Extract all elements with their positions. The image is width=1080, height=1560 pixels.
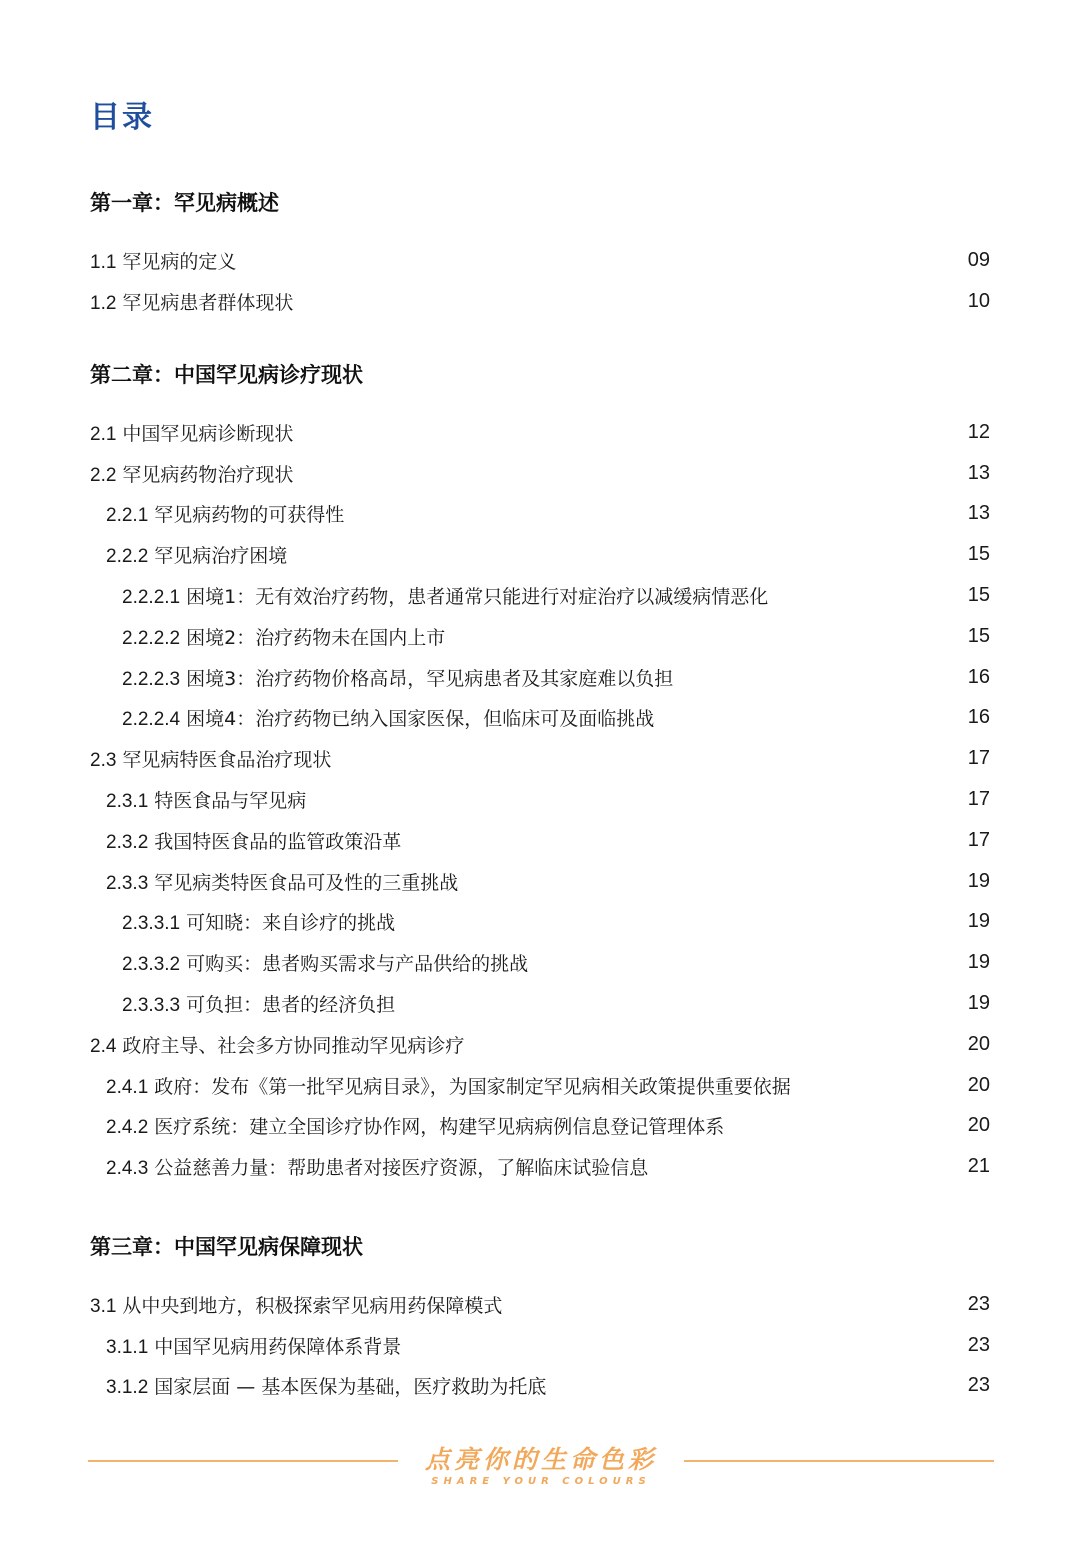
- toc-entry[interactable]: [90, 1146, 990, 1187]
- toc-entry-page: 19: [967, 869, 990, 892]
- toc-entry-page: 19: [967, 951, 990, 974]
- toc-entry[interactable]: [90, 698, 990, 739]
- toc-entry-number: 3.1.1: [106, 1336, 149, 1358]
- toc-entry-page: 19: [967, 910, 990, 933]
- toc-entry[interactable]: [90, 738, 990, 779]
- toc-entry-label: [90, 419, 293, 446]
- chapter-2: [90, 360, 990, 1187]
- toc-entry-text: 罕见病药物治疗现状: [122, 463, 294, 486]
- toc-list: [90, 240, 990, 322]
- toc-entry-number: 2.3.3: [106, 872, 149, 894]
- toc-entry-label: [122, 704, 654, 731]
- toc-entry[interactable]: [90, 1366, 990, 1407]
- toc-entry[interactable]: [90, 453, 990, 494]
- toc-entry-text: 中国罕见病诊断现状: [122, 422, 294, 445]
- chapter-title: 第二章：中国罕见病诊疗现状: [90, 363, 363, 387]
- toc-entry-text: 国家层面 — 基本医保为基础，医疗救助为托底: [154, 1376, 547, 1399]
- chapter-title: 第一章：罕见病概述: [90, 191, 279, 215]
- toc-entry-number: 2.4.1: [106, 1076, 149, 1098]
- toc-list: [90, 412, 990, 1187]
- toc-entry-label: [106, 1332, 401, 1359]
- toc-entry-number: 1.2: [90, 292, 117, 314]
- toc-entry-label: [90, 745, 331, 772]
- toc-entry-number: 2.2.2: [106, 546, 149, 568]
- toc-entry[interactable]: [90, 616, 990, 657]
- toc-entry-text: 困境4：治疗药物已纳入国家医保，但临床可及面临挑战: [186, 708, 655, 731]
- toc-entry-text: 罕见病患者群体现状: [122, 291, 294, 314]
- toc-entry[interactable]: [90, 657, 990, 698]
- toc-entry-number: 2.2.1: [106, 505, 149, 527]
- toc-entry-number: 2.3: [90, 750, 117, 772]
- toc-entry-page: 13: [967, 461, 990, 484]
- footer: [88, 1443, 994, 1493]
- toc-entry-label: [122, 990, 395, 1017]
- toc-entry[interactable]: [90, 779, 990, 820]
- toc-entry-number: 2.3.2: [106, 831, 149, 853]
- toc-entry-label: [90, 288, 293, 315]
- toc-entry[interactable]: [90, 575, 990, 616]
- page-title: 目录: [90, 100, 154, 135]
- toc-entry-text: 困境3：治疗药物价格高昂，罕见病患者及其家庭难以负担: [186, 667, 674, 690]
- toc-entry[interactable]: [90, 1325, 990, 1366]
- toc-entry-page: 15: [967, 543, 990, 566]
- toc-entry-text: 困境1：无有效治疗药物，患者通常只能进行对症治疗以减缓病情恶化: [186, 586, 769, 609]
- toc-entry-text: 公益慈善力量：帮助患者对接医疗资源，了解临床试验信息: [154, 1157, 649, 1180]
- toc-entry-page: 23: [967, 1374, 990, 1397]
- toc-entry-label: [106, 1072, 791, 1099]
- toc-entry-label: [122, 908, 395, 935]
- toc-entry-text: 政府主导、社会多方协同推动罕见病诊疗: [122, 1034, 465, 1057]
- toc-entry[interactable]: [90, 240, 990, 281]
- toc-entry-text: 可知晓：来自诊疗的挑战: [186, 912, 396, 935]
- toc-entry-number: 3.1: [90, 1295, 117, 1317]
- toc-entry[interactable]: [90, 412, 990, 453]
- toc-entry-page: 20: [967, 1114, 990, 1137]
- toc-entry[interactable]: [90, 820, 990, 861]
- toc-entry-page: 17: [967, 828, 990, 851]
- toc-entry-number: 2.3.3.2: [122, 954, 181, 976]
- toc-entry-page: 12: [967, 420, 990, 443]
- toc-entry-label: [106, 500, 344, 527]
- toc-entry-number: 2.3.1: [106, 791, 149, 813]
- toc-entry-text: 罕见病特医食品治疗现状: [122, 749, 332, 772]
- toc-entry-text: 政府：发布《第一批罕见病目录》，为国家制定罕见病相关政策提供重要依据: [154, 1075, 791, 1098]
- toc-entry-label: [122, 623, 445, 650]
- toc-entry-page: 16: [967, 706, 990, 729]
- toc-entry-number: 2.4: [90, 1035, 117, 1057]
- toc-entry-page: 16: [967, 665, 990, 688]
- toc-entry-text: 罕见病药物的可获得性: [154, 504, 345, 527]
- toc-entry-text: 特医食品与罕见病: [154, 790, 307, 813]
- toc-entry-label: [106, 827, 401, 854]
- toc-entry-number: 1.1: [90, 251, 117, 273]
- toc-entry-page: 23: [967, 1333, 990, 1356]
- chapter-1: [90, 188, 990, 322]
- toc-entry-page: 21: [967, 1155, 990, 1178]
- toc-entry-number: 2.2.2.1: [122, 587, 181, 609]
- toc-entry-number: 2.3.3.3: [122, 995, 181, 1017]
- toc-entry-label: [90, 247, 236, 274]
- toc-entry[interactable]: [90, 942, 990, 983]
- toc-entry[interactable]: [90, 534, 990, 575]
- toc-entry-label: [122, 949, 528, 976]
- toc-entry-page: 20: [967, 1032, 990, 1055]
- toc-entry-text: 困境2：治疗药物未在国内上市: [186, 626, 446, 649]
- footer-slogan-en: SHARE YOUR COLOURS: [431, 1476, 651, 1487]
- toc-entry-text: 罕见病治疗困境: [154, 545, 288, 568]
- toc-entry-number: 2.3.3.1: [122, 913, 181, 935]
- toc-entry-label: [90, 1291, 502, 1318]
- toc-entry-text: 罕见病类特医食品可及性的三重挑战: [154, 871, 459, 894]
- toc-entry-number: 2.4.2: [106, 1117, 149, 1139]
- chapter-3: [90, 1232, 990, 1406]
- toc-entry[interactable]: [90, 861, 990, 902]
- toc-entry[interactable]: [90, 281, 990, 322]
- toc-entry-label: [122, 582, 768, 609]
- chapter-title: 第三章：中国罕见病保障现状: [90, 1235, 363, 1259]
- toc-entry-page: 23: [967, 1292, 990, 1315]
- toc-entry-number: 2.2.2.4: [122, 709, 181, 731]
- toc-entry-page: 10: [967, 289, 990, 312]
- toc-entry-text: 可负担：患者的经济负担: [186, 994, 396, 1017]
- toc-entry-page: 19: [967, 992, 990, 1015]
- toc-entry-page: 15: [967, 624, 990, 647]
- toc-entry-number: 2.1: [90, 423, 117, 445]
- toc-entry[interactable]: [90, 494, 990, 535]
- toc-list: [90, 1284, 990, 1406]
- toc-entry-text: 可购买：患者购买需求与产品供给的挑战: [186, 953, 529, 976]
- toc-entry[interactable]: [90, 1284, 990, 1325]
- toc-entry-text: 罕见病的定义: [122, 250, 237, 273]
- toc-entry-page: 20: [967, 1073, 990, 1096]
- toc-entry-text: 中国罕见病用药保障体系背景: [154, 1335, 402, 1358]
- toc-entry-page: 09: [967, 248, 990, 271]
- toc-entry-label: [106, 1153, 648, 1180]
- toc-entry-page: 17: [967, 747, 990, 770]
- toc-entry-label: [106, 786, 306, 813]
- toc-entry-page: 15: [967, 584, 990, 607]
- toc-entry-page: 17: [967, 788, 990, 811]
- toc-entry-label: [122, 664, 673, 691]
- toc-entry[interactable]: [90, 1024, 990, 1065]
- toc-entry-page: 13: [967, 502, 990, 525]
- toc-entry-label: [106, 868, 458, 895]
- toc-entry-label: [106, 1372, 546, 1399]
- toc-entry-text: 医疗系统：建立全国诊疗协作网，构建罕见病病例信息登记管理体系: [154, 1116, 725, 1139]
- toc-entry-number: 2.2.2.2: [122, 627, 181, 649]
- toc-entry-number: 2.4.3: [106, 1158, 149, 1180]
- toc-entry[interactable]: [90, 983, 990, 1024]
- toc-entry-number: 3.1.2: [106, 1377, 149, 1399]
- toc-entry-label: [106, 1112, 724, 1139]
- toc-entry-number: 2.2: [90, 464, 117, 486]
- toc-entry-label: [90, 1031, 464, 1058]
- toc-entry[interactable]: [90, 902, 990, 943]
- toc-entry-text: 我国特医食品的监管政策沿革: [154, 830, 402, 853]
- toc-entry-text: 从中央到地方，积极探索罕见病用药保障模式: [122, 1294, 503, 1317]
- toc-entry[interactable]: [90, 1106, 990, 1147]
- toc-entry-label: [106, 541, 287, 568]
- toc-entry[interactable]: [90, 1065, 990, 1106]
- toc-entry-number: 2.2.2.3: [122, 668, 181, 690]
- toc-entry-label: [90, 460, 293, 487]
- footer-slogan: 点亮你的生命色彩: [424, 1445, 657, 1474]
